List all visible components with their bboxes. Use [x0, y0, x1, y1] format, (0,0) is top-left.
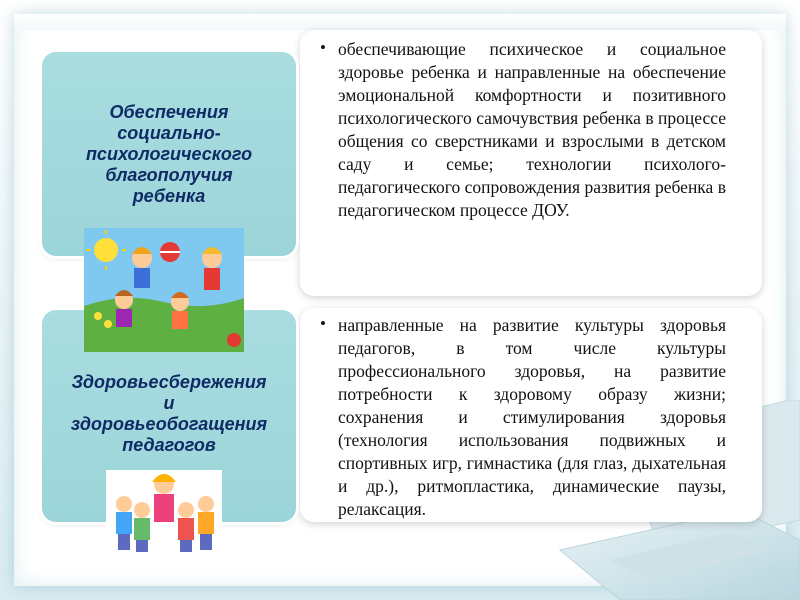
row-2-label: Здоровьесбережения и здоровьеобогащения педагогов [70, 372, 268, 455]
top-band [14, 14, 786, 30]
children-playing-illustration [84, 228, 244, 352]
bullet-1: • [320, 38, 326, 57]
row-1-text: обеспечивающие психическое и социальное здоровье ребенка и направленные на обеспечение эмоциональной комфортности и позитивного психологического самочувствия ребенка в процессе общения со сверстниками и взрослыми в детском саду и семье; технологии психолого-педагогического сопровождения развития ребенка в педагогическом процессе ДОУ. [338, 39, 726, 220]
row-2-text: направленные на развитие культуры здоровья педагогов, в том числе культуры профессионального здоровья, на развитие потребности к здоровому образу жизни; сохранения и стимулирования здоровья (технология использования подвижных и спортивных игр, гимнастика (для глаз, дыхательная и др.), ритмопластика, динамические паузы, релаксация. [338, 315, 726, 519]
row-1-label: Обеспечения социально- психологического благополучия ребенка [85, 102, 253, 206]
bullet-2: • [320, 314, 326, 333]
label-box-1 [42, 52, 296, 256]
children-group-illustration [106, 470, 222, 554]
